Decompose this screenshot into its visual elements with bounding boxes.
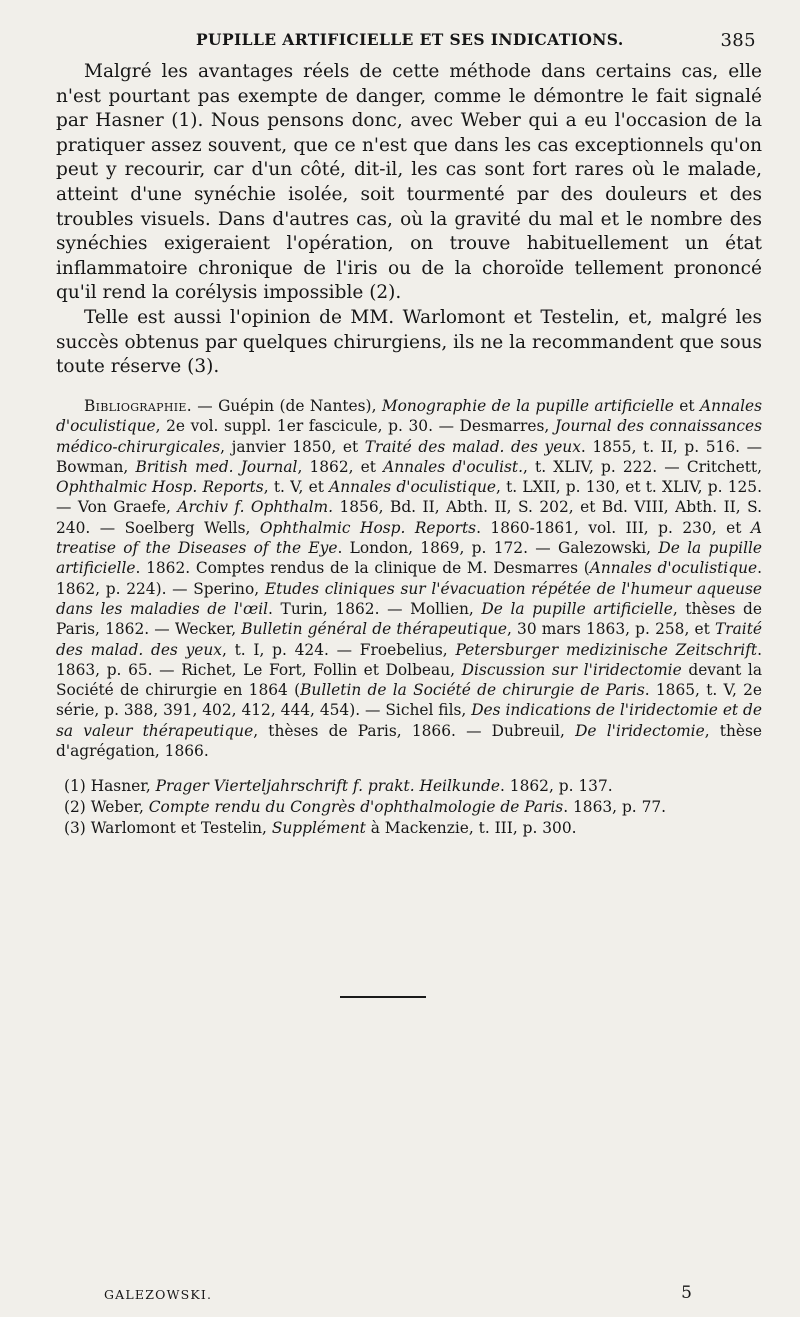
citation-title: Traité des malad. des yeux	[56, 620, 762, 659]
citation-text: . 1862. Comptes rendus de la clinique de M. Desmarres (	[135, 559, 590, 578]
citation-text: (3) Warlomont et Testelin,	[64, 819, 272, 837]
paragraph: Malgré les avantages réels de cette méthode dans certains cas, elle n'est pourtant pas exempte de danger, comme le démontre le fait signalé par Hasner (1). Nous pensons donc, avec Weber qui a eu l'occasion de la pratiquer assez souvent, que ce n'est que dans les cas exceptionnels qu'on peut y recourir, car d'un côté, dit-il, les cas sont fort rares où le malade, atteint d'une synéchie isolée, soit tourmenté par des douleurs et des troubles visuels. Dans d'autres cas, où la gravité du mal et le nombre des synéchies exigeraient l'opération, on trouve habituellement un état inflammatoire chronique de l'iris ou de la choroïde tellement prononcé qu'il rend la corélysis impossible (2).	[56, 61, 762, 304]
section-rule	[340, 996, 426, 998]
page-number: 385	[720, 30, 756, 51]
citation-text: et	[673, 397, 700, 415]
citation-text: , 2e vol. suppl. 1er fascicule, p. 30. — Desmarres,	[155, 417, 555, 436]
footnote	[56, 818, 762, 839]
citation-text: , thèse d'agrégation, 1866.	[56, 721, 763, 761]
citation-title: De la pupille artificielle	[56, 539, 763, 578]
signature-number: 5	[681, 1283, 692, 1303]
citation-text: . 1862, p. 137.	[500, 777, 613, 795]
citation-title: De la pupille artificielle	[481, 599, 673, 618]
citation-text: — Guépin (de Nantes),	[191, 397, 382, 415]
citation-title: A treatise of the Diseases of the Eye	[56, 518, 762, 558]
citation-text: . 1865, t. V, 2e série, p. 388, 391, 402, 412, 444, 454). — Sichel fils,	[56, 681, 762, 720]
citation-title: Petersburger medizinische Zeitschrift	[455, 640, 758, 659]
bibliography-label: Bibliographie.	[84, 397, 192, 415]
citation-text: devant la Société de chirurgie en 1864 (	[56, 660, 762, 700]
citation-title: Traité des malad. des yeux	[364, 437, 581, 456]
footnotes	[56, 776, 762, 839]
running-head	[56, 30, 756, 54]
citation-text: , janvier 1850, et	[220, 437, 365, 456]
citation-text: , t. V, et	[263, 478, 330, 497]
citation-title: Compte rendu du Congrès d'ophthalmologie de Paris	[148, 798, 564, 816]
citation-text: . Turin, 1862. — Mollien,	[268, 599, 482, 618]
footnote	[56, 776, 762, 797]
citation-title: Journal des connaissances médico-chirurgicales	[56, 417, 762, 456]
citation-title: Ophthalmic Hosp. Reports	[56, 478, 264, 497]
citation-title: Etudes cliniques sur l'évacuation répétée de l'humeur aqueuse dans les maladies de l'œil	[56, 579, 762, 618]
citation-title: Annales d'oculist.	[383, 457, 524, 476]
citation-text: , t. I, p. 424. — Froebelius,	[221, 640, 456, 659]
citation-title: Bulletin de la Société de chirurgie de Paris	[300, 681, 645, 700]
citation-text: à Mackenzie, t. III, p. 300.	[365, 819, 577, 837]
citation-title: Annales d'oculistique	[56, 397, 762, 436]
citation-title: Annales d'oculistique	[589, 559, 758, 578]
bibliography	[56, 396, 762, 761]
footnote	[56, 797, 762, 818]
signature-mark: GALEZOWSKI.	[104, 1287, 213, 1302]
citation-title: Supplément	[271, 819, 366, 837]
citation-text: . 1855, t. II, p. 516. — Bowman,	[56, 437, 762, 476]
bibliography-body	[56, 397, 762, 760]
citation-title: British med. Journal	[135, 457, 298, 476]
citation-title: Prager Vierteljahrschrift f. prakt. Heilkunde	[155, 777, 501, 795]
citation-title: Bulletin général de thérapeutique	[241, 620, 507, 639]
paragraph: Telle est aussi l'opinion de MM. Warlomont et Testelin, et, malgré les succès obtenus par quelques chirurgiens, ils ne la recommandent que sous toute réserve (3).	[56, 306, 762, 378]
citation-text: . 1862, p. 224). — Sperino,	[56, 559, 762, 598]
citation-text: 1856, Bd. II, Abth. II, S. 202, et Bd. VIII, Abth. II, S. 240. — Soelberg Wells,	[56, 498, 762, 537]
citation-text: . 1860-1861, vol. III, p. 230, et	[476, 518, 751, 537]
citation-title: Des indications de l'iridectomie et de sa valeur thérapeutique	[56, 701, 762, 740]
citation-title: Ophthalmic Hosp. Reports	[259, 518, 477, 537]
citation-title: De l'iridectomie	[575, 721, 705, 740]
citation-text: (1) Hasner,	[64, 777, 156, 795]
citation-text: . 1863, p. 77.	[563, 798, 667, 816]
page-footer	[104, 1283, 704, 1307]
citation-text: , thèses de Paris, 1866. — Dubreuil,	[253, 721, 576, 740]
citation-text: , t. XLIV, p. 222. — Critchett,	[523, 457, 762, 476]
citation-text: , 30 mars 1863, p. 258, et	[506, 620, 715, 639]
citation-text: , 1862, et	[297, 457, 384, 476]
running-head-title: PUPILLE ARTIFICIELLE ET SES INDICATIONS.	[196, 30, 624, 49]
citation-title: Monographie de la pupille artificielle	[381, 397, 674, 415]
citation-text: . 1863, p. 65. — Richet, Le Fort, Follin et Dolbeau,	[56, 640, 762, 679]
citation-text: , t. LXII, p. 130, et t. XLIV, p. 125. — Von Graefe,	[56, 478, 762, 517]
citation-title: Annales d'oculistique	[329, 478, 496, 497]
citation-title: Discussion sur l'iridectomie	[461, 660, 682, 679]
citation-text: , thèses de Paris, 1862. — Wecker,	[56, 599, 762, 639]
body-text	[56, 60, 762, 380]
citation-title: Archiv f. Ophthalm.	[177, 498, 333, 517]
citation-text: . London, 1869, p. 172. — Galezowski,	[337, 539, 659, 558]
citation-text: (2) Weber,	[64, 798, 149, 816]
